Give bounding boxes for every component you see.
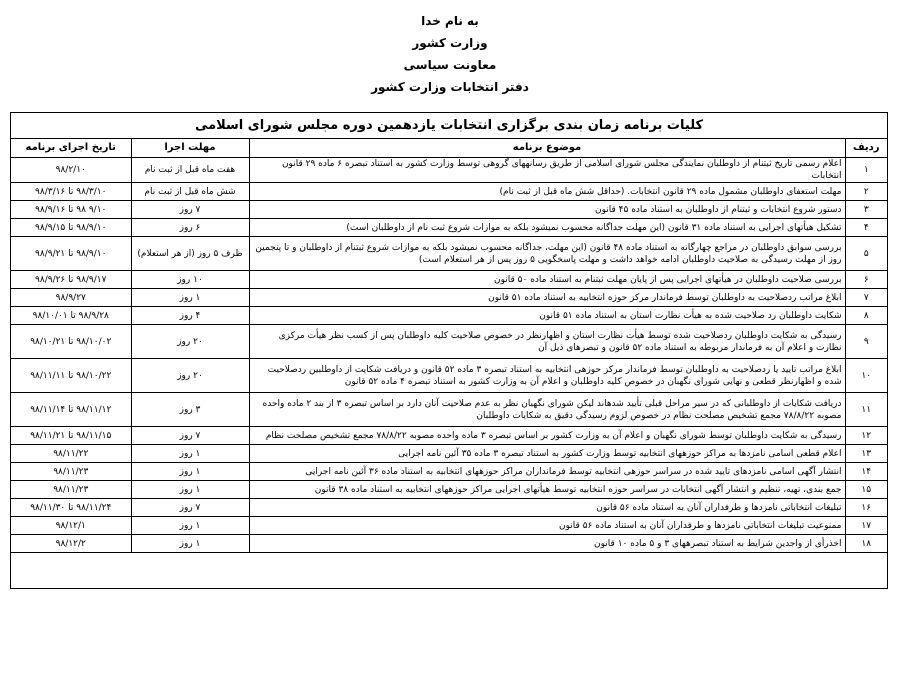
row-deadline: هفت ماه قبل از ثبت نام (131, 158, 249, 183)
row-topic: تبلیغات انتخاباتی نامزدها و طرفداران آنان به استناد ماده ۵۶ قانون (249, 499, 845, 517)
row-number: ۱۱ (845, 393, 887, 427)
row-date: ۹۸/۱۰/۰۲ تا ۹۸/۱۰/۲۱ (11, 325, 131, 359)
table-row (11, 445, 887, 463)
row-number: ۱۴ (845, 463, 887, 481)
row-date: ۹۸/۱۲/۲ (11, 535, 131, 553)
row-number: ۹ (845, 325, 887, 359)
row-deadline: ۳ روز (131, 393, 249, 427)
column-header-topic: موضوع برنامه (249, 139, 845, 158)
row-number: ۴ (845, 219, 887, 237)
row-date: ۹۸/۱۲/۱ (11, 517, 131, 535)
row-date: ۹۸/۱۱/۲۲ (11, 445, 131, 463)
row-deadline: ۱ روز (131, 289, 249, 307)
table-row (11, 499, 887, 517)
table-row (11, 237, 887, 271)
row-topic: رسیدگی به شکایت داوطلبان توسط شورای نگهبان و اعلام آن به وزارت کشور بر اساس تبصره ۳ ماده واحده مصوبه ۷۸/۸/۲۲ مجمع تشخیص مصلحت نظام (249, 427, 845, 445)
row-number: ۱ (845, 158, 887, 183)
table-row (11, 158, 887, 183)
table-row (11, 201, 887, 219)
row-topic: شکایت داوطلبان رد صلاحیت شده به هیأت نظارت استان به استناد ماده ۵۱ قانون (249, 307, 845, 325)
row-date: ۹/۱۰ ۹۸ تا ۹۸/۹/۱۶ (11, 201, 131, 219)
row-number: ۱۷ (845, 517, 887, 535)
row-deadline: ۶ روز (131, 219, 249, 237)
row-deadline: ۷ روز (131, 427, 249, 445)
row-date: ۹۸/۱۱/۱۲ تا ۹۸/۱۱/۱۴ (11, 393, 131, 427)
row-date: ۹۸/۳/۱۰ تا ۹۸/۳/۱۶ (11, 183, 131, 201)
table-header-row (11, 139, 887, 158)
row-deadline: ۷ روز (131, 201, 249, 219)
table-row (11, 325, 887, 359)
row-deadline: ۱ روز (131, 535, 249, 553)
row-number: ۱۲ (845, 427, 887, 445)
column-header-date: تاریخ اجرای برنامه (11, 139, 131, 158)
row-number: ۸ (845, 307, 887, 325)
row-number: ۱۸ (845, 535, 887, 553)
row-deadline: ۷ روز (131, 499, 249, 517)
row-date: ۹۸/۲/۱۰ (11, 158, 131, 183)
row-topic: اخذرأی از واجدین شرایط به استناد تبصرههای ۳ و ۵ ماده ۱۰ قانون (249, 535, 845, 553)
header-ministry: وزارت کشور (412, 36, 488, 50)
row-deadline: شش ماه قبل از ثبت نام (131, 183, 249, 201)
header-deputy: معاونت سیاسی (403, 58, 497, 72)
schedule-table (11, 139, 887, 553)
row-topic: جمع بندی، تهیه، تنظیم و انتشار آگهی انتخابات در سراسر حوزه انتخابیه توسط هیأتهای اجرایی مراکز حوزههای انتخابیه به استناد ماده ۳۸ قانون (249, 481, 845, 499)
row-date: ۹۸/۱۱/۲۳ (11, 463, 131, 481)
row-topic: ابلاغ مراتب ردصلاحیت به داوطلبان توسط فرماندار مرکز حوزه انتخابیه به استناد ماده ۵۱ قانون (249, 289, 845, 307)
row-date: ۹۸/۱۰/۲۲ تا ۹۸/۱۱/۱۱ (11, 359, 131, 393)
row-deadline: ۱ روز (131, 481, 249, 499)
column-header-num: ردیف (845, 139, 887, 158)
table-row (11, 481, 887, 499)
row-date: ۹۸/۹/۲۸ تا ۹۸/۱۰/۰۱ (11, 307, 131, 325)
row-deadline: ۱ روز (131, 445, 249, 463)
document-header (0, 10, 900, 98)
row-number: ۷ (845, 289, 887, 307)
row-deadline: ۱۰ روز (131, 271, 249, 289)
row-number: ۳ (845, 201, 887, 219)
row-deadline: ۲۰ روز (131, 325, 249, 359)
row-deadline: ۱ روز (131, 517, 249, 535)
row-number: ۱۶ (845, 499, 887, 517)
table-row (11, 289, 887, 307)
row-topic: تشکیل هیأتهای اجرایی به استناد ماده ۳۱ قانون (این مهلت جداگانه محسوب نمیشود بلکه به موازات شروع ثبت نام از داوطلبان است) (249, 219, 845, 237)
row-date: ۹۸/۹/۱۰ تا ۹۸/۹/۲۱ (11, 237, 131, 271)
table-title: کلیات برنامه زمان بندی برگزاری انتخابات یازدهمین دوره مجلس شورای اسلامی (11, 113, 887, 139)
row-topic: انتشار آگهی اسامی نامزدهای تایید شده در سراسر حوزهی انتخابیه توسط فرمانداران مراکز حوزههای انتخابیه به استناد ماده ۳۶ آئین نامه اجرایی (249, 463, 845, 481)
row-date: ۹۸/۹/۱۷ تا ۹۸/۹/۲۶ (11, 271, 131, 289)
row-date: ۹۸/۱۱/۱۵ تا ۹۸/۱۱/۲۱ (11, 427, 131, 445)
schedule-table-frame (10, 112, 888, 589)
column-header-deadline: مهلت اجرا (131, 139, 249, 158)
table-row (11, 359, 887, 393)
row-number: ۱۰ (845, 359, 887, 393)
row-topic: بررسی سوابق داوطلبان در مراجع چهارگانه به استناد ماده ۴۸ قانون (این مهلت، جداگانه محسوب نمیشود بلکه به موازات شروع ثبتنام از داوطلبان و تا پنجمین روز از مهلت رسیدگی به صلاحیت داوطلبان ادامه خواهد داشت و مهلت پاسخگویی ۵ روز پس از هر استعلام است) (249, 237, 845, 271)
table-row (11, 427, 887, 445)
header-office: دفتر انتخابات وزارت کشور (371, 80, 529, 94)
row-date: ۹۸/۱۱/۲۴ تا ۹۸/۱۱/۳۰ (11, 499, 131, 517)
row-number: ۱۵ (845, 481, 887, 499)
table-row (11, 271, 887, 289)
row-topic: ممنوعیت تبلیغات انتخاباتی نامزدها و طرفداران آنان به استناد ماده ۵۶ قانون (249, 517, 845, 535)
row-date: ۹۸/۱۱/۲۳ (11, 481, 131, 499)
table-row (11, 307, 887, 325)
row-topic: ابلاغ مراتب تایید یا ردصلاحیت به داوطلبان توسط فرماندار مرکز حوزهی انتخابیه به استناد تبصره ۳ ماده ۵۲ قانون و دریافت شکایت از داوطلبین ردصلاحیت شده و اظهارنظر قطعی و نهایی شورای نگهبان در خصوص کلیه داوطلبان و اعلام آن به وزارت کشور به استناد تبصره ۴ ماده ۵۲ قانون (249, 359, 845, 393)
table-row (11, 393, 887, 427)
table-row (11, 517, 887, 535)
row-topic: مهلت استعفای داوطلبان مشمول ماده ۲۹ قانون انتخابات. (حداقل شش ماه قبل از ثبت نام) (249, 183, 845, 201)
row-topic: دریافت شکایات از داوطلبانی که در سیر مراحل قبلی تأیید شدهاند لیکن شورای نگهبان نظر به عدم صلاحیت آنان دارد بر اساس تبصره ۳ از بند ۲ ماده واحده مصوبه ۷۸/۸/۲۲ مجمع تشخیص مصلحت نظام در خصوص لزوم رسیدگی دقیق به شکایات داوطلبان (249, 393, 845, 427)
row-deadline: ۴ روز (131, 307, 249, 325)
table-row (11, 183, 887, 201)
row-deadline: ۲۰ روز (131, 359, 249, 393)
row-number: ۱۳ (845, 445, 887, 463)
row-number: ۵ (845, 237, 887, 271)
row-topic: رسیدگی به شکایت داوطلبان ردصلاحیت شده توسط هیأت نظارت استان و اظهارنظر در خصوص صلاحیت کلیه داوطلبان پس از کسب نظر هیأت مرکزی نظارت و اعلام آن به فرماندار مربوطه به استناد ماده ۵۲ قانون و تبصرهای ذیل آن (249, 325, 845, 359)
row-date: ۹۸/۹/۲۷ (11, 289, 131, 307)
table-row (11, 463, 887, 481)
row-topic: اعلام رسمی تاریخ ثبتنام از داوطلبان نمایندگی مجلس شورای اسلامی از طریق رسانههای گروهی توسط وزارت کشور به استناد تبصره ۶ ماده ۲۹ قانون انتخابات (249, 158, 845, 183)
row-topic: بررسی صلاحیت داوطلبان در هیأتهای اجرایی پس از پایان مهلت ثبتنام به استناد ماده ۵۰ قانون (249, 271, 845, 289)
row-number: ۶ (845, 271, 887, 289)
row-topic: اعلام قطعی اسامی نامزدها به مراکز حوزههای انتخابیه توسط وزارت کشور به استناد تبصره ۳ ماده ۳۵ آئین نامه اجرایی (249, 445, 845, 463)
row-topic: دستور شروع انتخابات و ثبتنام از داوطلبان به استناد ماده ۴۵ قانون (249, 201, 845, 219)
table-row (11, 535, 887, 553)
row-deadline: ظرف ۵ روز (از هر استعلام) (131, 237, 249, 271)
row-date: ۹۸/۹/۱۰ تا ۹۸/۹/۱۵ (11, 219, 131, 237)
row-deadline: ۱ روز (131, 463, 249, 481)
table-row (11, 219, 887, 237)
header-bismillah: به نام خدا (421, 14, 479, 28)
row-number: ۲ (845, 183, 887, 201)
